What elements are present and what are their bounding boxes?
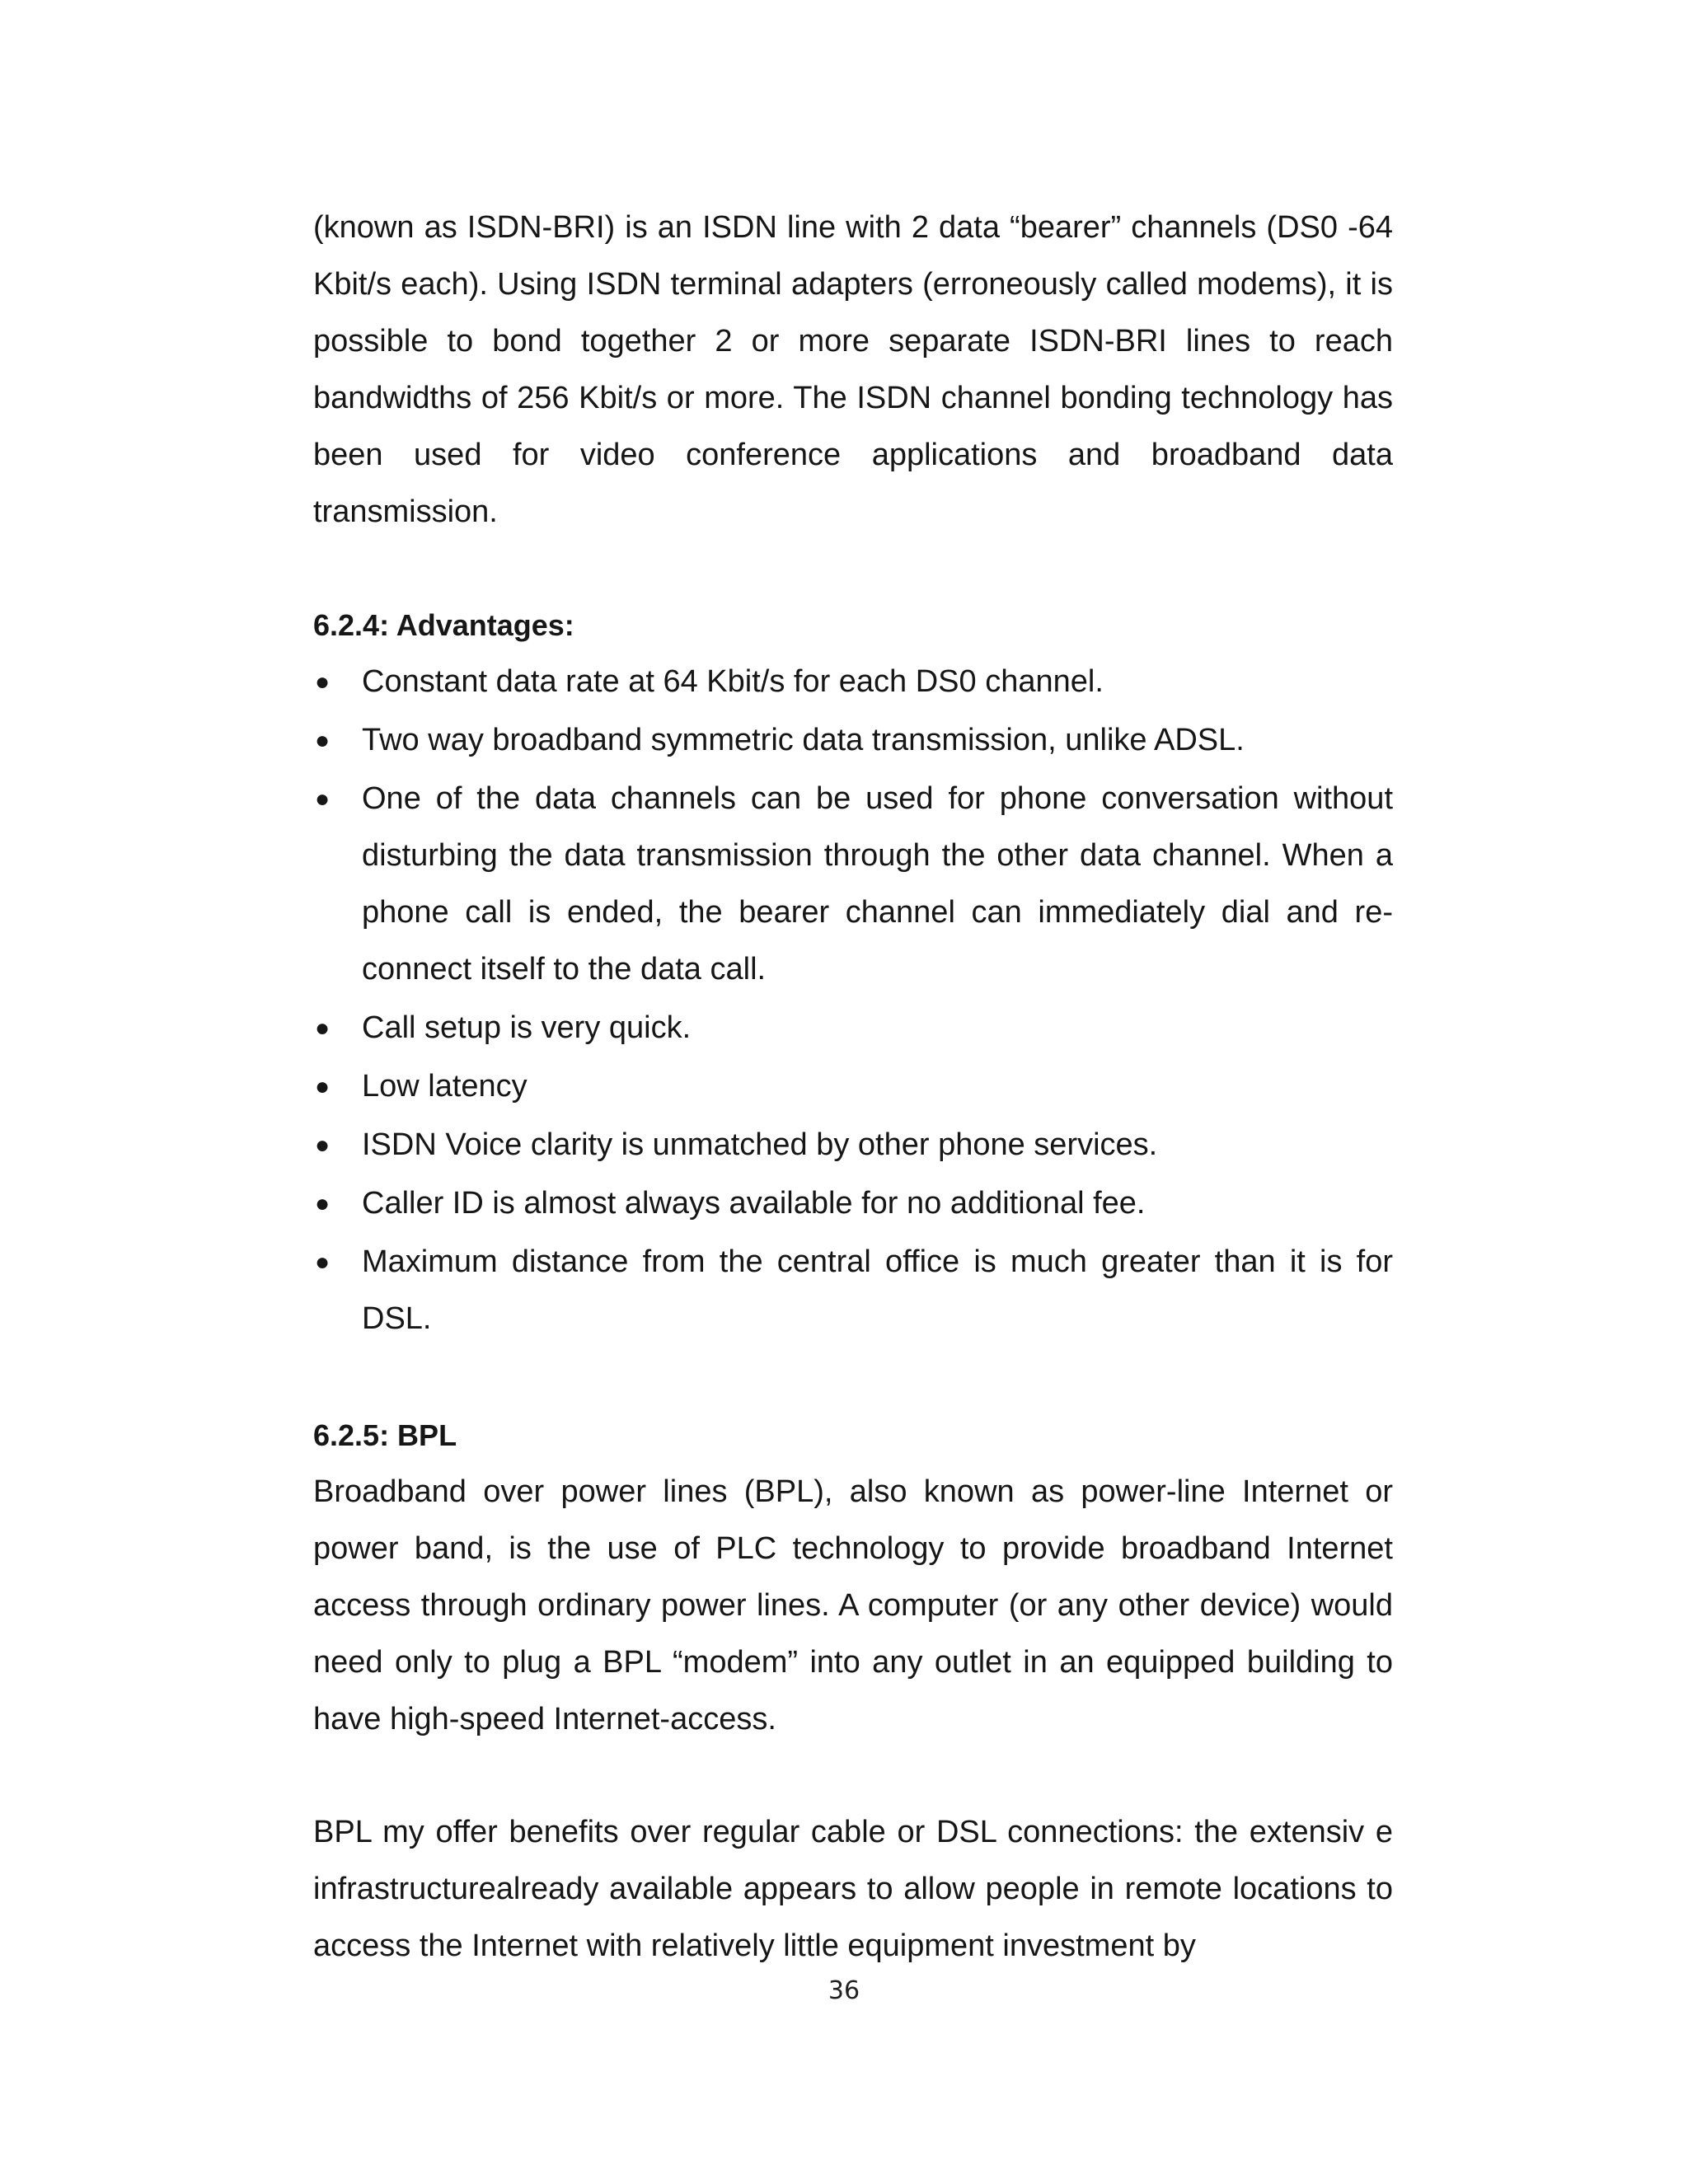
bpl-paragraph-2: BPL my offer benefits over regular cable or DSL connections: the extensiv e infrastructurealready available appears to allow people in remote locations to access the Internet with relatively little equipment investment by — [313, 1815, 1393, 1963]
spacer — [313, 1748, 1393, 1804]
bullet-icon: ● — [315, 1249, 331, 1276]
bpl-heading: 6.2.5: BPL — [313, 1418, 457, 1452]
list-item — [313, 712, 1393, 769]
list-item — [313, 654, 1393, 710]
bullet-icon: ● — [315, 1132, 331, 1159]
spacer — [313, 541, 1393, 597]
list-item-text: Low latency — [362, 1069, 528, 1104]
list-item-text: Maximum distance from the central office is much greater than it is for DSL. — [362, 1244, 1393, 1336]
list-item — [313, 1058, 1393, 1115]
list-item-text: Call setup is very quick. — [362, 1010, 692, 1045]
list-item-text: Two way broadband symmetric data transmission, unlike ADSL. — [362, 723, 1245, 757]
list-item-text: Caller ID is almost always available for no additional fee. — [362, 1186, 1146, 1221]
page-content — [313, 199, 1393, 1975]
advantages-list — [313, 654, 1393, 1347]
list-item — [313, 1234, 1393, 1347]
list-item — [313, 1175, 1393, 1232]
bullet-icon: ● — [315, 1015, 331, 1042]
bullet-icon: ● — [315, 668, 331, 696]
list-item-text: ISDN Voice clarity is unmatched by other phone services. — [362, 1127, 1158, 1162]
bpl-paragraph-1: Broadband over power lines (BPL), also known as power-line Internet or power band, is the use of PLC technology to provide broadband Internet access through ordinary power lines. A computer (or any other device) would need only to plug a BPL “modem” into any outlet in an equipped building to have high-speed Internet-access. — [313, 1474, 1393, 1736]
spacer — [313, 1349, 1393, 1407]
list-item-text: One of the data channels can be used for phone conversation without disturbing the data transmission through the other data channel. When a phone call is ended, the bearer channel can immediately dial and re-connect itself to the data call. — [362, 781, 1393, 987]
list-item — [313, 1000, 1393, 1057]
list-item-text: Constant data rate at 64 Kbit/s for each DS0 channel. — [362, 664, 1104, 699]
list-item — [313, 1117, 1393, 1174]
page-number: 36 — [828, 1976, 860, 2005]
bullet-icon: ● — [315, 785, 331, 813]
bullet-icon: ● — [315, 1190, 331, 1217]
bullet-icon: ● — [315, 1073, 331, 1100]
bullet-icon: ● — [315, 727, 331, 754]
list-item — [313, 771, 1393, 998]
isdn-intro-paragraph: (known as ISDN-BRI) is an ISDN line with 2 data “bearer” channels (DS0 -64 Kbit/s each). Using ISDN terminal adapters (erroneously called modems), it is possible to bond together 2 or more separate ISDN-BRI lines to reach bandwidths of 256 Kbit/s or more. The ISDN channel bonding technology has been used for video conference applications and broadband data transmission. — [313, 210, 1393, 529]
advantages-heading: 6.2.4: Advantages: — [313, 608, 574, 642]
